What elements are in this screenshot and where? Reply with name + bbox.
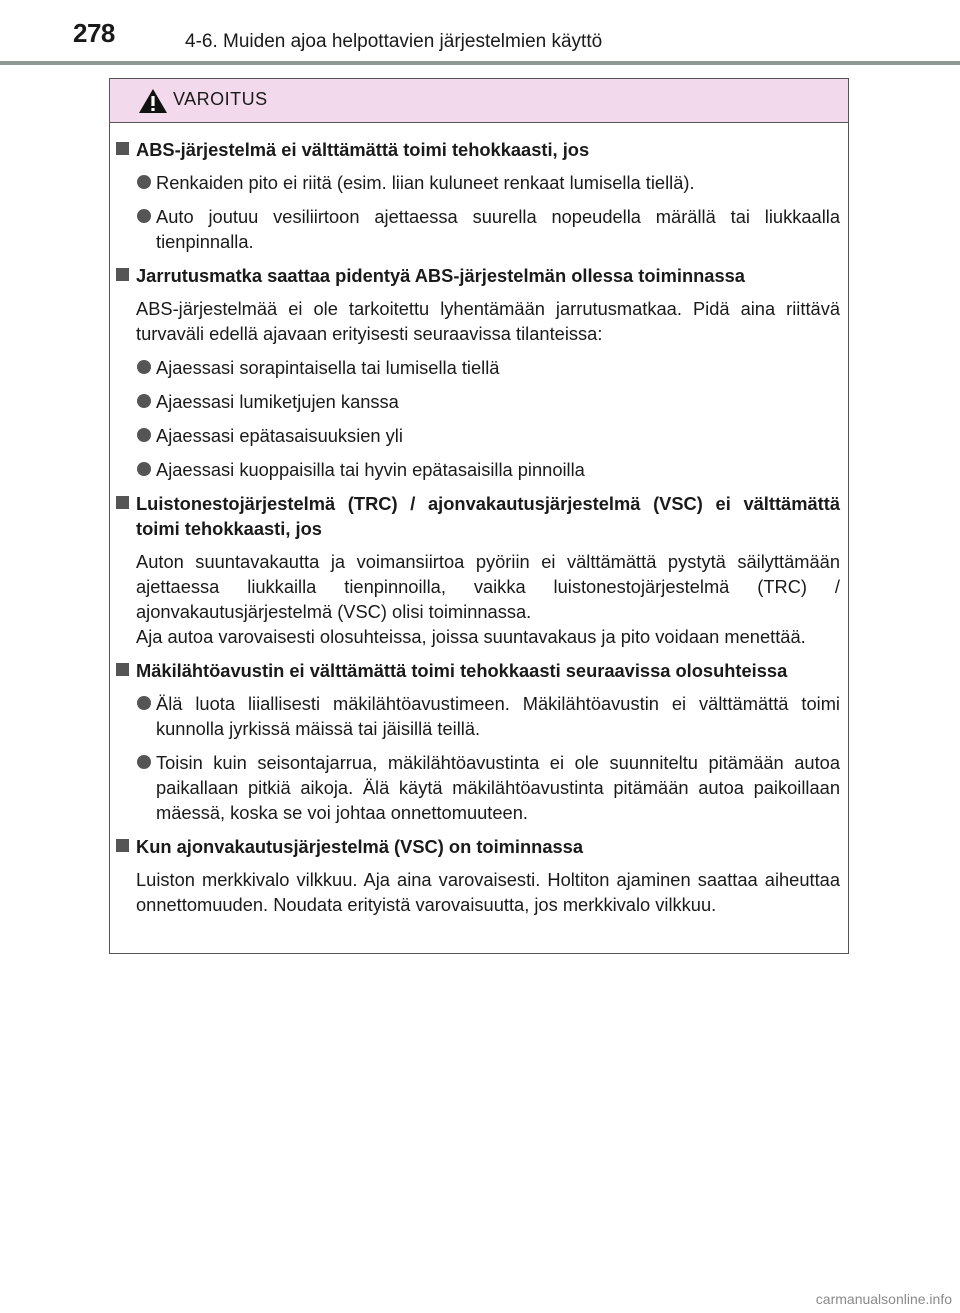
section-heading-text: Kun ajonvakautusjärjestelmä (VSC) on toiminnassa bbox=[136, 836, 583, 857]
section-heading-vsc-active bbox=[110, 834, 840, 859]
warning-title: VAROITUS bbox=[173, 89, 268, 109]
header-divider bbox=[0, 61, 960, 65]
list-item bbox=[110, 355, 840, 380]
list-item-text: Ajaessasi sorapintaisella tai lumisella tiellä bbox=[156, 357, 500, 378]
section-heading-text: Mäkilähtöavustin ei välttämättä toimi tehokkaasti seuraavissa olosuhteissa bbox=[136, 660, 788, 681]
list-item bbox=[110, 204, 840, 254]
warning-box bbox=[109, 78, 849, 954]
list-item-text: Ajaessasi epätasaisuuksien yli bbox=[156, 425, 403, 446]
list-item-text: Älä luota liiallisesti mäkilähtöavustimeen. Mäkilähtöavustin ei välttämättä toimi kunnolla jyrkissä mäissä tai jäisillä teillä. bbox=[156, 693, 840, 739]
list-item bbox=[110, 423, 840, 448]
list-item bbox=[110, 691, 840, 741]
page-number: 278 bbox=[73, 18, 115, 48]
section-paragraph: Luiston merkkivalo vilkkuu. Aja aina varovaisesti. Holtiton ajaminen saattaa aiheuttaa onnettomuuden. Noudata erityistä varovaisuutta, jos merkkivalo vilkkuu. bbox=[136, 869, 840, 915]
circle-bullet-icon bbox=[137, 696, 151, 710]
list-item bbox=[110, 170, 840, 195]
list-item bbox=[110, 389, 840, 414]
circle-bullet-icon bbox=[137, 428, 151, 442]
warning-triangle-icon bbox=[138, 88, 168, 114]
warning-body bbox=[110, 123, 848, 917]
circle-bullet-icon bbox=[137, 175, 151, 189]
section-paragraph: Aja autoa varovaisesti olosuhteissa, joissa suuntavakaus ja pito voidaan menettää. bbox=[136, 626, 806, 647]
list-item-text: Ajaessasi kuoppaisilla tai hyvin epätasaisilla pinnoilla bbox=[156, 459, 585, 480]
chapter-title: 4-6. Muiden ajoa helpottavien järjestelmien käyttö bbox=[185, 31, 603, 52]
section-paragraph: ABS-järjestelmää ei ole tarkoitettu lyhentämään jarrutusmatkaa. Pidä aina riittävä turvaväli edellä ajavaan erityisesti seuraavissa tilanteissa: bbox=[136, 298, 840, 344]
list-item-text: Renkaiden pito ei riitä (esim. liian kuluneet renkaat lumisella tiellä). bbox=[156, 172, 695, 193]
circle-bullet-icon bbox=[137, 209, 151, 223]
square-bullet-icon bbox=[116, 663, 129, 676]
list-item-text: Auto joutuu vesiliirtoon ajettaessa suurella nopeudella märällä tai liukkaalla tienpinnalla. bbox=[156, 206, 840, 252]
section-heading-abs bbox=[110, 137, 840, 162]
page-header bbox=[0, 0, 960, 66]
footer-watermark: carmanualsonline.info bbox=[815, 1291, 952, 1307]
square-bullet-icon bbox=[116, 496, 129, 509]
section-heading-text: Luistonestojärjestelmä (TRC) / ajonvakautusjärjestelmä (VSC) ei välttämättä toimi tehokkaasti, jos bbox=[136, 493, 840, 539]
circle-bullet-icon bbox=[137, 360, 151, 374]
circle-bullet-icon bbox=[137, 462, 151, 476]
square-bullet-icon bbox=[116, 268, 129, 281]
section-heading-trc-vsc bbox=[110, 491, 840, 541]
circle-bullet-icon bbox=[137, 394, 151, 408]
warning-header bbox=[110, 79, 848, 123]
section-heading-hill-start bbox=[110, 658, 840, 683]
list-item-text: Toisin kuin seisontajarrua, mäkilähtöavustinta ei ole suunniteltu pitämään autoa paikallaan pitkiä aikoja. Älä käytä mäkilähtöavustinta pitämään autoa paikoillaan mäessä, koska se voi johtaa onnettomuuteen. bbox=[156, 752, 840, 823]
circle-bullet-icon bbox=[137, 755, 151, 769]
square-bullet-icon bbox=[116, 839, 129, 852]
section-heading-braking-distance bbox=[110, 263, 840, 288]
list-item bbox=[110, 750, 840, 825]
list-item-text: Ajaessasi lumiketjujen kanssa bbox=[156, 391, 399, 412]
section-paragraph: Auton suuntavakautta ja voimansiirtoa pyöriin ei välttämättä pystytä säilyttämään ajettaessa liukkailla tienpinnoilla, vaikka luistonestojärjestelmä (TRC) / ajonvakautusjärjestelmä (VSC) olisi toiminnassa. bbox=[136, 551, 840, 622]
square-bullet-icon bbox=[116, 142, 129, 155]
list-item bbox=[110, 457, 840, 482]
section-heading-text: Jarrutusmatka saattaa pidentyä ABS-järjestelmän ollessa toiminnassa bbox=[136, 265, 745, 286]
section-heading-text: ABS-järjestelmä ei välttämättä toimi tehokkaasti, jos bbox=[136, 139, 590, 160]
